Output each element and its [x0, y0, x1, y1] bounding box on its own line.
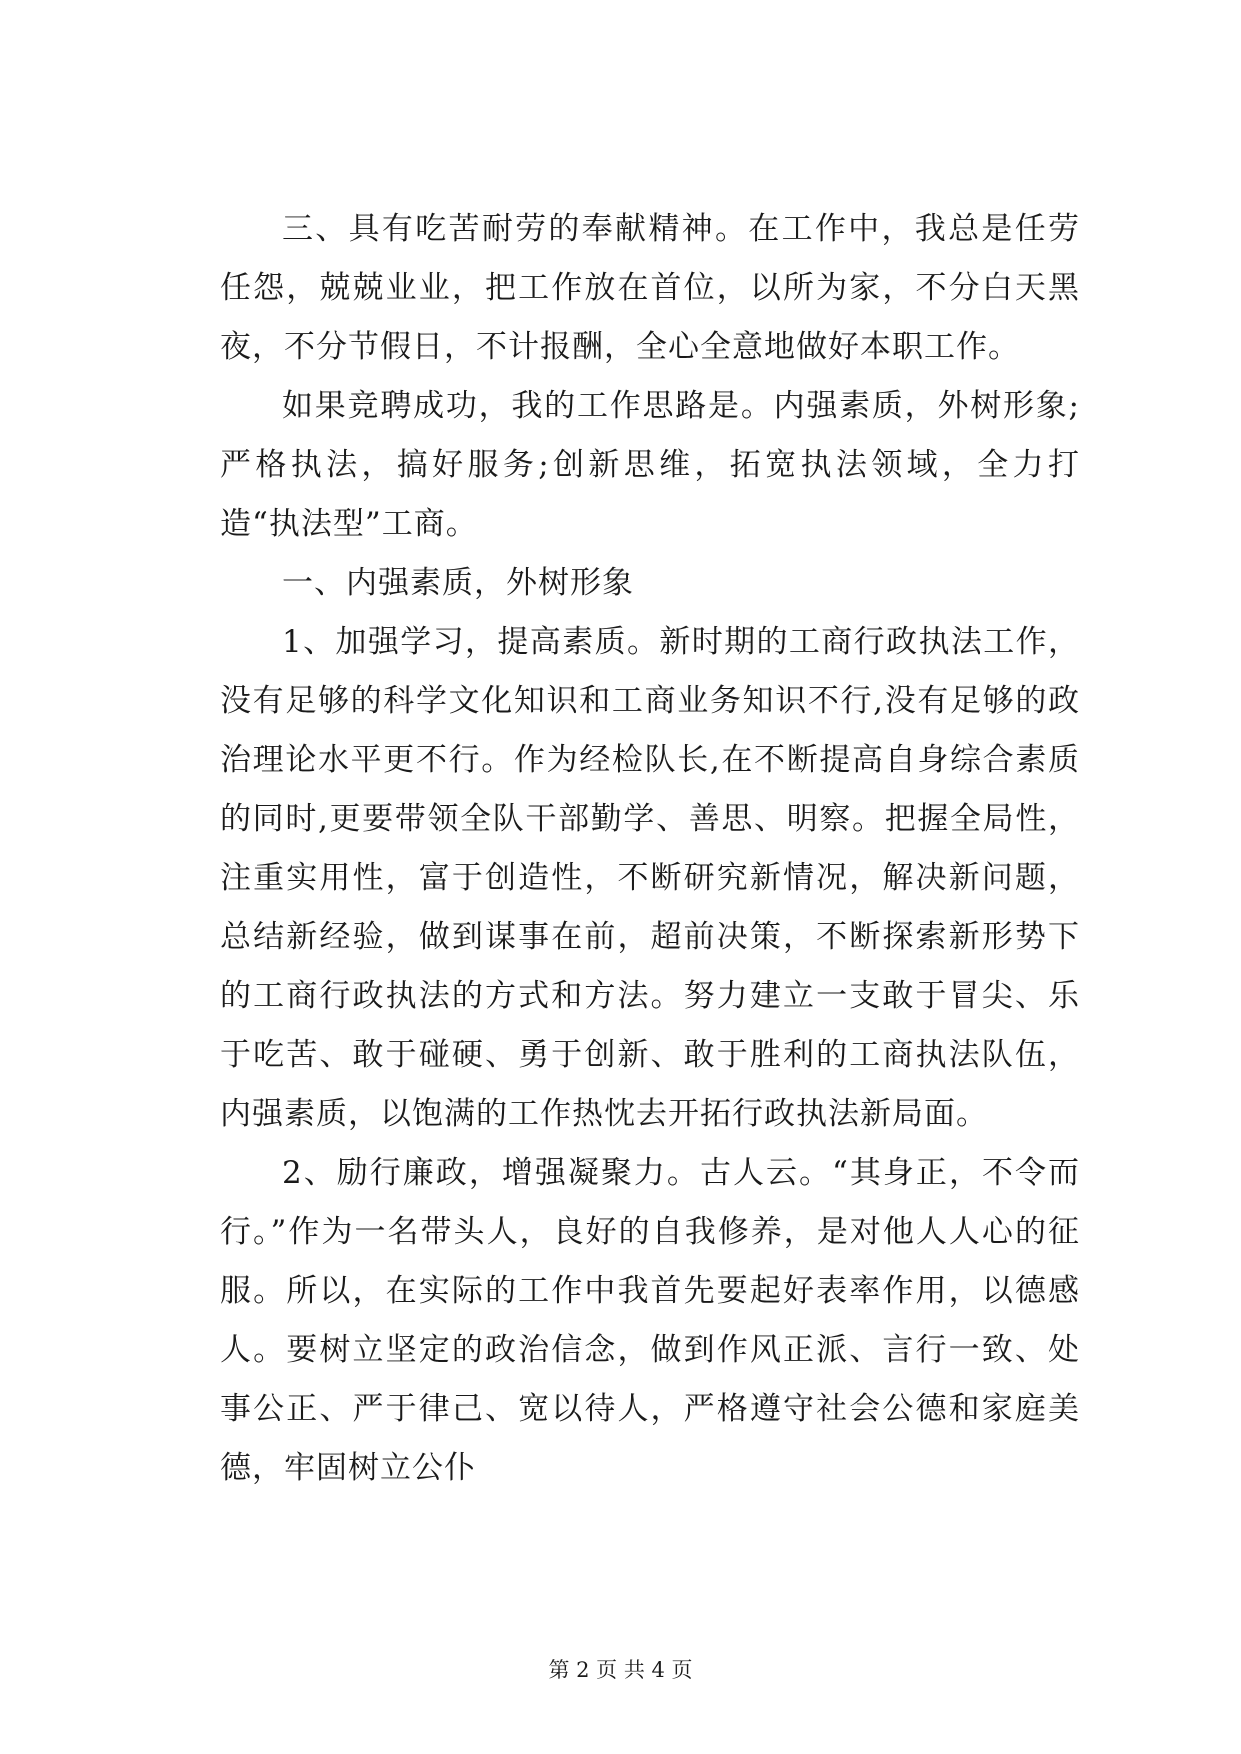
paragraph-integrity: 2、励行廉政，增强凝聚力。古人云。“其身正，不令而行。”作为一名带头人，良好的自我修养，是对他人人心的征服。所以，在实际的工作中我首先要起好表率作用，以德感人。要树立坚定的政治信念，做到作风正派、言行一致、处事公正、严于律己、宽以待人，严格遵守社会公德和家庭美德，牢固树立公仆 — [220, 1155, 1080, 1486]
paragraph-work-plan: 如果竞聘成功，我的工作思路是。内强素质，外树形象;严格执法，搞好服务;创新思维，拓宽执法领域，全力打造“执法型”工商。 — [220, 388, 1080, 542]
document-body — [220, 200, 1080, 1498]
paragraph-study: 1、加强学习，提高素质。新时期的工商行政执法工作，没有足够的科学文化知识和工商业务知识不行,没有足够的政治理论水平更不行。作为经检队长,在不断提高自身综合素质的同时,更要带领全队干部勤学、善思、明察。把握全局性，注重实用性，富于创造性，不断研究新情况，解决新问题，总结新经验，做到谋事在前，超前决策，不断探索新形势下的工商行政执法的方式和方法。努力建立一支敢于冒尖、乐于吃苦、敢于碰硬、勇于创新、敢于胜利的工商执法队伍，内强素质，以饱满的工作热忱去开拓行政执法新局面。 — [220, 624, 1080, 1132]
paragraph-dedication: 三、具有吃苦耐劳的奉献精神。在工作中，我总是任劳任怨，兢兢业业，把工作放在首位，以所为家，不分白天黑夜，不分节假日，不计报酬，全心全意地做好本职工作。 — [220, 211, 1080, 365]
page-footer: 第 2 页 共 4 页 — [548, 1658, 693, 1682]
section-heading-quality-image: 一、内强素质，外树形象 — [282, 565, 634, 601]
